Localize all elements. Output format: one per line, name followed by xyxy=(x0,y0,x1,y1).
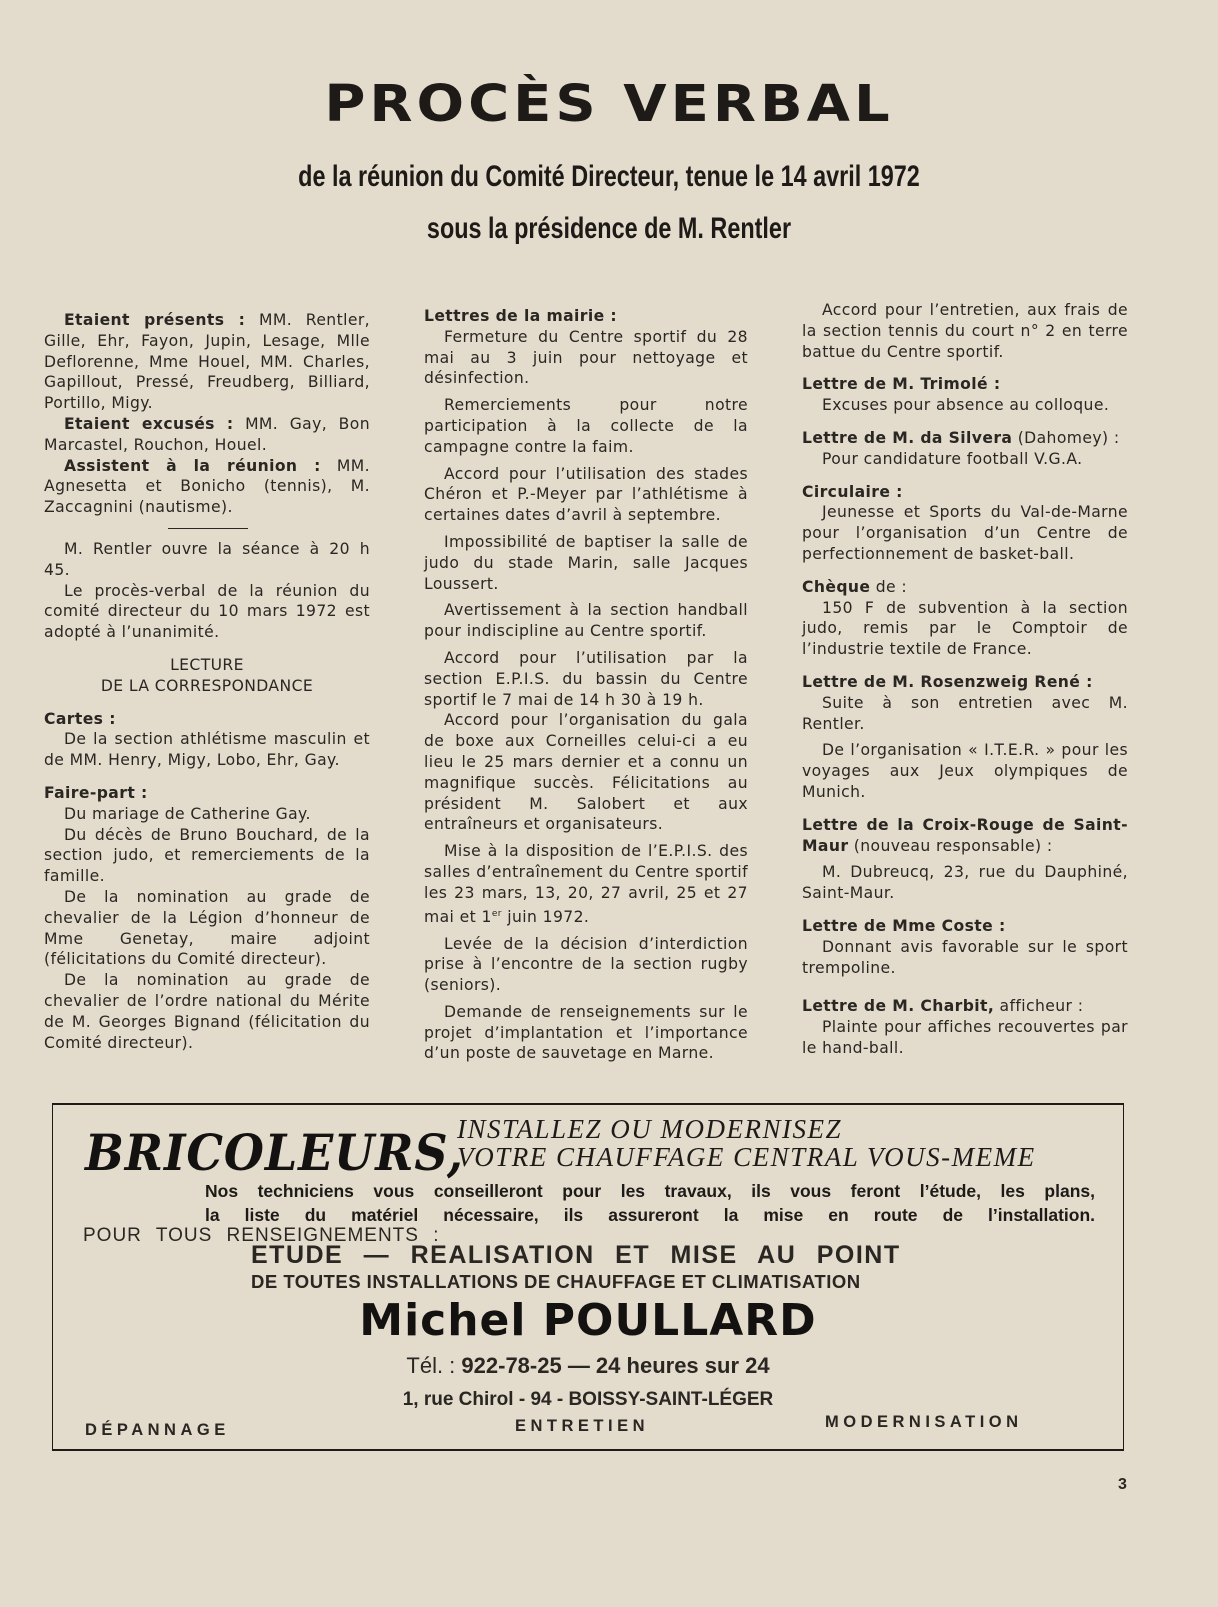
charbit-text: Plainte pour affiches recouvertes par le hand-ball. xyxy=(802,1018,1128,1057)
fairepart-heading: Faire-part : xyxy=(44,783,148,802)
mairie-heading: Lettres de la mairie : xyxy=(424,307,618,325)
section-title-lecture: LECTURE xyxy=(170,655,244,674)
ad-telephone: Tél. : 922-78-25 — 24 heures sur 24 xyxy=(406,1353,770,1378)
mairie-item: Fermeture du Centre sportif du 28 mai au 3 juin pour nettoyage et désinfection. xyxy=(424,327,748,388)
mairie-item: Accord pour l’organisation du gala de boxe aux Corneilles celui-ci a eu lieu le 25 mars dernier et a connu un magnifique succès. Félicitations au président M. Salobert et aux entraîneurs et organisateurs. xyxy=(424,711,748,834)
mairie-item: Remerciements pour notre participation à la collecte de la campagne contre la faim. xyxy=(424,396,748,456)
attendees-assist: Assistent à la réunion : MM. Agnesetta et Bonicho (tennis), M. Zaccagnini (nautisme). xyxy=(44,456,370,517)
croixrouge-text: M. Dubreucq, 23, rue du Dauphiné, Saint-Maur. xyxy=(802,863,1128,903)
page-title: PROCÈS VERBAL xyxy=(324,75,894,134)
tennis-text: Accord pour l’entretien, aux frais de la section tennis du court n° 2 en terre battue du Centre sportif. xyxy=(802,301,1128,361)
coste-text: Donnant avis favorable sur le sport trempoline. xyxy=(802,937,1128,977)
charbit-heading: Lettre de M. Charbit, afficheur : xyxy=(802,997,1084,1016)
rosenzweig-text: De l’organisation « I.T.E.R. » pour les voyages aux Jeux olympiques de Munich. xyxy=(802,741,1128,801)
ad-description: Nos techniciens vous conseilleront pour les travaux, ils vous feront l’étude, les plans, la liste du matériel nécessaire, ils assureront la mise en route de l’installation. xyxy=(205,1181,1095,1225)
silvera-heading: Lettre de M. da Silvera (Dahomey) : xyxy=(802,428,1120,447)
coste-heading: Lettre de Mme Coste : xyxy=(802,916,1006,935)
trimole-text: Excuses pour absence au colloque. xyxy=(822,396,1110,415)
circulaire-heading: Circulaire : xyxy=(802,482,903,501)
fairepart-item: De la nomination au grade de chevalier de l’ordre national du Mérite de M. Georges Bignand (félicitation du Comité directeur). xyxy=(44,971,370,1052)
column-2 xyxy=(424,306,748,1064)
ad-installations-line: DE TOUTES INSTALLATIONS DE CHAUFFAGE ET CLIMATISATION xyxy=(251,1271,861,1292)
mairie-item: Mise à la disposition de l’E.P.I.S. des salles d’entraînement du Centre sportif les 23 mars, 13, 20, 27 avril, 25 et 27 mai et 1er juin 1972. xyxy=(424,842,748,926)
fairepart-item: Du décès de Bruno Bouchard, de la section judo, et remerciements de la famille. xyxy=(44,825,370,886)
attendees-excused: Etaient excusés : MM. Gay, Bon Marcastel, Rouchon, Houel. xyxy=(44,414,370,454)
ad-company-name: Michel POULLARD xyxy=(359,1295,817,1346)
cartes-heading: Cartes : xyxy=(44,709,116,728)
ad-slogan: INSTALLEZ OU MODERNISEZ VOTRE CHAUFFAGE CENTRAL VOUS-MEME xyxy=(457,1114,1036,1172)
divider xyxy=(168,528,248,529)
rosenzweig-text: Suite à son entretien avec M. Rentler. xyxy=(802,693,1128,733)
assist-label: Assistent à la réunion : xyxy=(64,456,321,475)
column-3 xyxy=(802,300,1128,1059)
mairie-item: Levée de la décision d’interdiction prise à l’encontre de la section rugby (seniors). xyxy=(424,934,748,995)
croixrouge-heading: Lettre de la Croix-Rouge de Saint-Maur (nouveau responsable) : xyxy=(802,815,1128,855)
ad-info-label: POUR TOUS RENSEIGNEMENTS : xyxy=(83,1225,440,1246)
trimole-heading: Lettre de M. Trimolé : xyxy=(802,375,1001,394)
rosenzweig-heading: Lettre de M. Rosenzweig René : xyxy=(802,672,1093,691)
silvera-text: Pour candidature football V.G.A. xyxy=(822,449,1083,468)
fairepart-item: Du mariage de Catherine Gay. xyxy=(64,804,311,823)
cheque-heading: Chèque de : xyxy=(802,577,908,596)
ad-etude-line: ETUDE — REALISATION ET MISE AU POINT xyxy=(251,1241,901,1269)
mairie-item: Demande de renseignements sur le projet d’implantation et l’importance d’un poste de sauvetage en Marne. xyxy=(424,1002,748,1063)
advertisement-box xyxy=(52,1103,1124,1451)
fairepart-item: De la nomination au grade de chevalier de la Légion d’honneur de Mme Genetay, maire adjoint (félicitations du Comité directeur). xyxy=(44,887,370,969)
page-number: 3 xyxy=(1118,1476,1127,1493)
ad-brand: BRICOLEURS, xyxy=(85,1123,464,1182)
ad-service-entretien: ENTRETIEN xyxy=(515,1417,650,1435)
meeting-subtitle: de la réunion du Comité Directeur, tenue le 14 avril 1972 xyxy=(298,160,920,193)
cheque-text: 150 F de subvention à la section judo, remis par le Comptoir de l’industrie textile de France. xyxy=(802,598,1128,659)
opening-text: M. Rentler ouvre la séance à 20 h 45. xyxy=(44,539,370,579)
present-label: Etaient présents : xyxy=(64,311,246,329)
mairie-item: Avertissement à la section handball pour indiscipline au Centre sportif. xyxy=(424,601,748,641)
excused-label: Etaient excusés : xyxy=(64,414,234,433)
presidency-subtitle: sous la présidence de M. Rentler xyxy=(426,212,792,245)
attendees-present: Etaient présents : MM. Rentler, Gille, Ehr, Fayon, Jupin, Lesage, Mlle Deflorenne, Mme Houel, MM. Charles, Gapillout, Pressé, Freudberg, Billiard, Portillo, Migy. xyxy=(44,311,370,413)
mairie-item: Accord pour l’utilisation des stades Chéron et P.-Meyer par l’athlétisme à certaines dates d’avril à septembre. xyxy=(424,464,748,525)
column-1 xyxy=(44,310,370,1053)
cartes-text: De la section athlétisme masculin et de MM. Henry, Migy, Lobo, Ehr, Gay. xyxy=(44,730,370,770)
mairie-item: Accord pour l’utilisation par la section E.P.I.S. du bassin du Centre sportif le 7 mai de 14 h 30 à 19 h. xyxy=(424,648,748,709)
ad-service-modernisation: MODERNISATION xyxy=(825,1413,1023,1431)
section-title-correspondance: DE LA CORRESPONDANCE xyxy=(100,676,314,695)
mairie-item: Impossibilité de baptiser la salle de judo du stade Marin, salle Jacques Loussert. xyxy=(424,532,748,593)
adoption-text: Le procès-verbal de la réunion du comité directeur du 10 mars 1972 est adopté à l’unanimité. xyxy=(44,581,370,642)
ad-address: 1, rue Chirol - 94 - BOISSY-SAINT-LÉGER xyxy=(402,1389,774,1410)
ad-service-depannage: DÉPANNAGE xyxy=(85,1421,230,1439)
circulaire-text: Jeunesse et Sports du Val-de-Marne pour l’organisation d’un Centre de perfectionnement de basket-ball. xyxy=(802,503,1128,563)
